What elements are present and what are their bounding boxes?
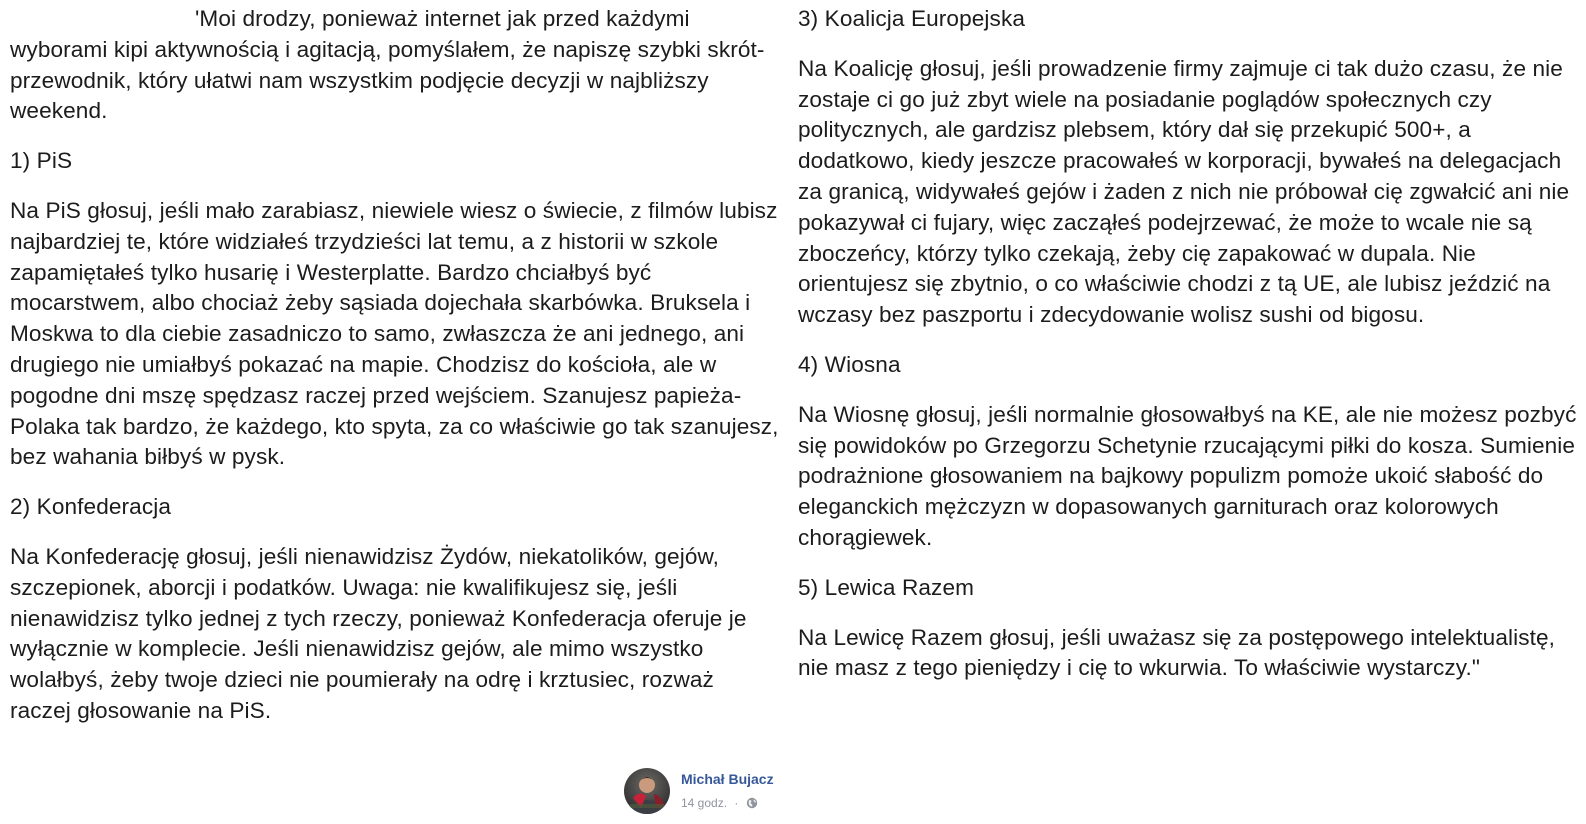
meta-separator: · <box>734 796 739 810</box>
paragraph-wiosna: Na Wiosnę głosuj, jeśli normalnie głosowałbyś na KE, ale nie możesz pozbyć się powidoków po Grzegorzu Schetynie rzucającymi piłki do kosza. Sumienie podrażnione głosowaniem na bajkowy populizm pomoże ukoić słabość do eleganckich mężczyzn w dopasowanych garniturach oraz kolorowych chorągiewek. <box>798 401 1577 550</box>
right-text-column <box>798 4 1578 703</box>
paragraph-pis: Na PiS głosuj, jeśli mało zarabiasz, niewiele wiesz o świecie, z filmów lubisz najbardziej te, które widziałeś trzydzieści lat temu, a z historii w szkole zapamiętałeś tylko husarię i Westerplatte. Bardzo chciałbyś być mocarstwem, albo chociaż żeby sąsiada dojechała skarbówka. Bruksela i Moskwa to dla ciebie zasadniczo to samo, zwłaszcza że ani jednego, ani drugiego nie umiałbyś pokazać na mapie. Chodzisz do kościoła, ale w pogodne dni mszę spędzasz raczej przed wejściem. Szanujesz papieża-Polaka tak bardzo, że każdego, kto spyta, za co właściwie go tak szanujesz, bez wahania biłbyś w pysk. <box>10 197 779 470</box>
globe-icon[interactable] <box>746 797 758 812</box>
heading-wiosna: 4) Wiosna <box>798 351 901 377</box>
profile-photo-icon <box>624 768 670 814</box>
author-name-link[interactable]: Michał Bujacz <box>681 771 774 787</box>
heading-pis: 1) PiS <box>10 148 73 174</box>
intro-paragraph: 'Moi drodzy, ponieważ internet jak przed każdymi wyborami kipi aktywnością i agitacją, pomyślałem, że napiszę szybki skrót-przewodnik, który ułatwi nam wszystkim podjęcie decyzji w najbliższy weekend. <box>10 6 765 124</box>
paragraph-konfederacja: Na Konfederację głosuj, jeśli nienawidzisz Żydów, niekatolików, gejów, szczepionek, aborcji i podatków. Uwaga: nie kwalifikujesz się, jeśli nienawidzisz tylko jednej z tych rzeczy, ponieważ Konfederacja oferuje je wyłącznie w komplecie. Jeśli nienawidzisz gejów, ale mimo wszystko wolałbyś, żeby twoje dzieci nie poumierały na odrę i krztusiec, rozważ raczej głosowanie na PiS. <box>10 543 747 723</box>
avatar[interactable] <box>624 768 670 814</box>
heading-konfederacja: 2) Konfederacja <box>10 494 172 520</box>
paragraph-lewica: Na Lewicę Razem głosuj, jeśli uważasz się za postępowego intelektualistę, nie masz z tego pieniędzy i cię to wkurwia. To właściwie wystarczy." <box>798 624 1556 681</box>
heading-lewica: 5) Lewica Razem <box>798 574 975 600</box>
post-meta <box>681 796 758 812</box>
heading-koalicja: 3) Koalicja Europejska <box>798 6 1026 31</box>
left-text-column <box>10 4 780 746</box>
post-author <box>624 768 844 818</box>
post-timestamp[interactable]: 14 godz. <box>681 796 728 810</box>
paragraph-koalicja: Na Koalicję głosuj, jeśli prowadzenie firmy zajmuje ci tak dużo czasu, że nie zostaje ci go już zbyt wiele na posiadanie poglądów społecznych czy politycznych, ale gardzisz plebsem, który dał się przekupić 500+, a dodatkowo, kiedy jeszcze pracowałeś w korporacji, bywałeś na delegacjach za granicą, widywałeś gejów i żaden z nich nie próbował cię zgwałcić ani nie pokazywał ci fujary, więc zacząłeś podejrzewać, że może to wcale nie są zboczeńcy, którzy tylko czekają, żeby cię zapakować w dupala. Nie orientujesz się zbytnio, o co właściwie chodzi z tą UE, ale lubisz jeździć na wczasy bez paszportu i zdecydowanie wolisz sushi od bigosu. <box>798 55 1570 328</box>
